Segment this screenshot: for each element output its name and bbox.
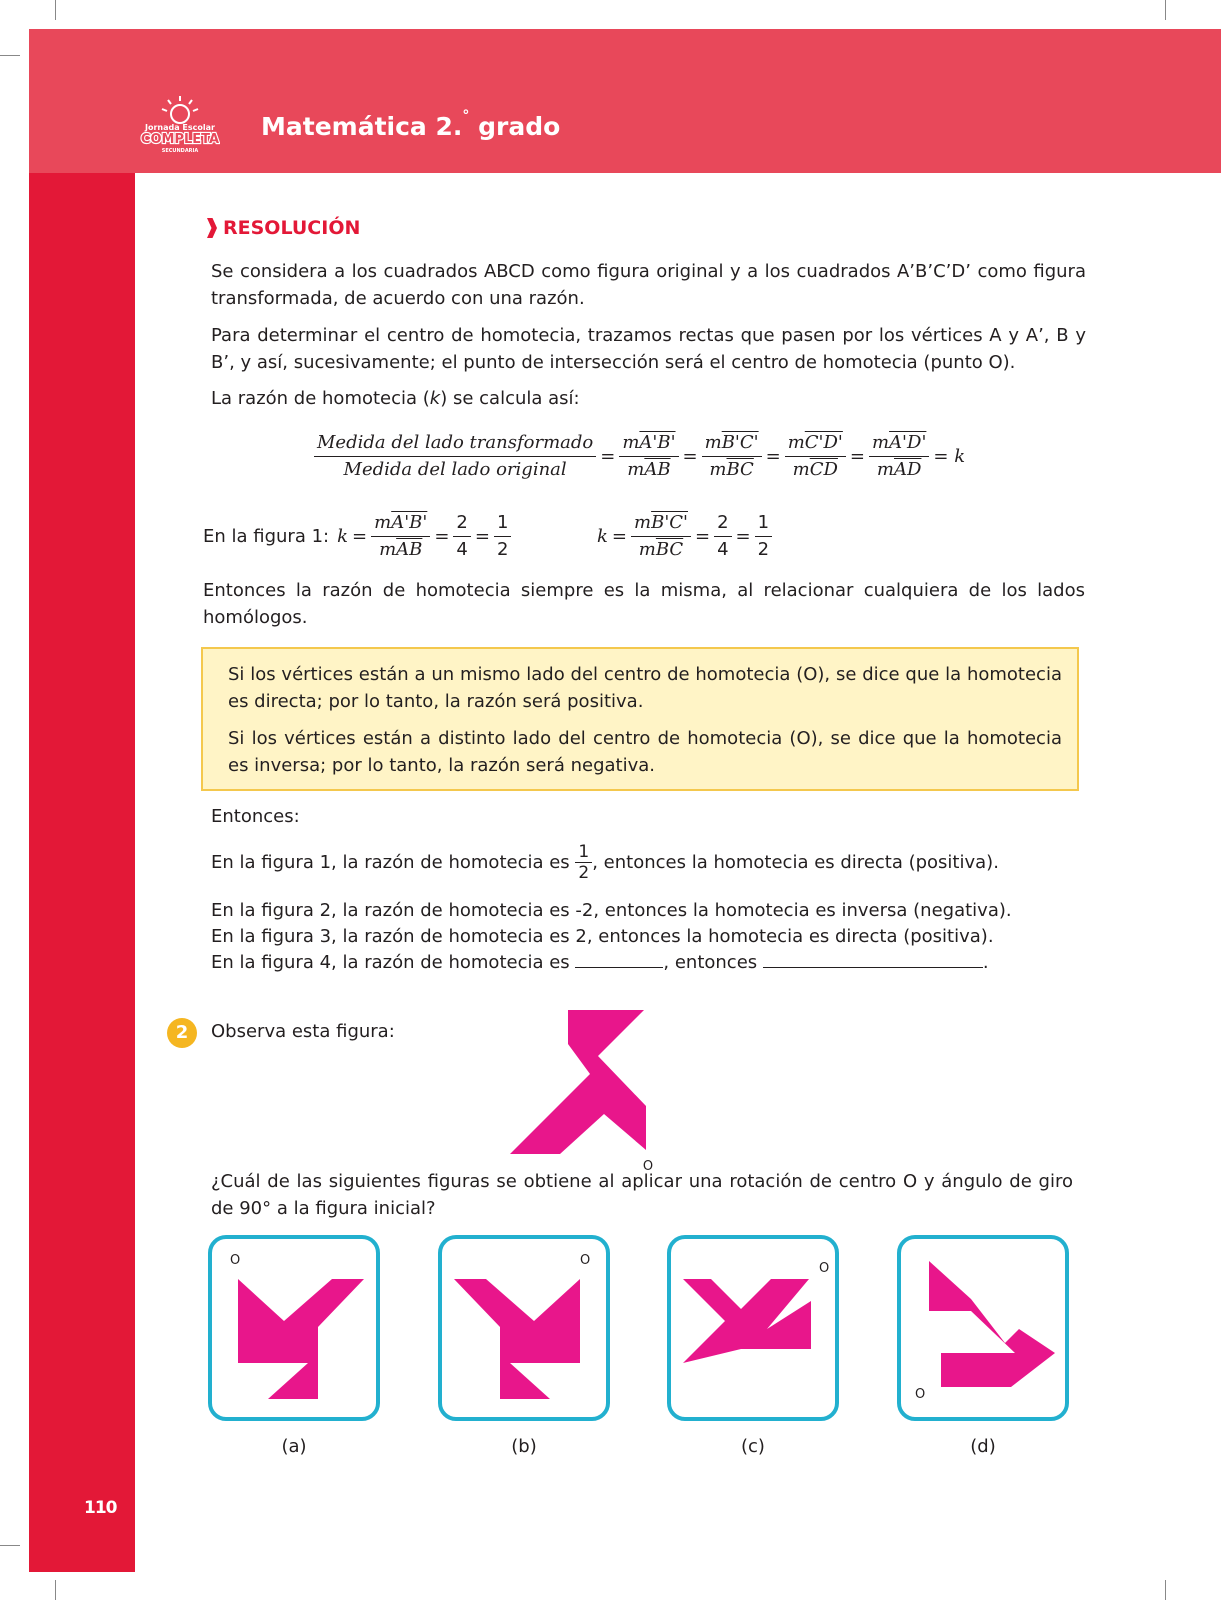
- rotation-center-label: O: [642, 1159, 654, 1170]
- answer-blank-ratio[interactable]: [575, 949, 663, 968]
- result-figure-2: En la figura 2, la razón de homotecia es -2, entonces la homotecia es inversa (negativa).: [211, 900, 1012, 921]
- option-b[interactable]: [438, 1235, 610, 1421]
- formula-fraction: $\frac{mA'B'}{m\overline{AB}}$: [619, 430, 678, 483]
- result-figure-3: En la figura 3, la razón de homotecia es 2, entonces la homotecia es directa (positiva).: [211, 926, 994, 947]
- logo-top-text: Jornada Escolar: [145, 123, 215, 132]
- left-strip: [29, 173, 135, 1572]
- sun-icon: [162, 96, 198, 123]
- header-title: Matemática 2.° grado: [261, 108, 561, 141]
- original-figure: [500, 1010, 660, 1170]
- option-center-label: O: [819, 1261, 830, 1276]
- option-a-label: (a): [281, 1436, 307, 1457]
- crop-mark: [0, 55, 20, 56]
- option-c-figure: [671, 1239, 835, 1417]
- chevron-icon: [207, 218, 217, 238]
- option-d-label: (d): [970, 1436, 996, 1457]
- note-box: [201, 647, 1079, 791]
- option-center-label: O: [580, 1253, 591, 1268]
- formula-fraction: $\frac{mB'C'}{m\overline{BC}}$: [702, 430, 762, 483]
- figure1-ratio-left: En la figura 1: k = $\frac{mA'B'}{m\overline{AB}}$ = $\frac{2}{4}$ = $\frac{1}{2}$: [203, 510, 511, 563]
- option-d[interactable]: [897, 1235, 1069, 1421]
- option-c[interactable]: [667, 1235, 839, 1421]
- formula-fraction: $\frac{mA'D'}{m\overline{AD}}$: [869, 430, 929, 483]
- option-b-label: (b): [511, 1436, 537, 1457]
- resolution-paragraph-1: Se considera a los cuadrados ABCD como figura original y a los cuadrados A’B’C’D’ como figura transformada, de acuerdo con una razón.: [211, 261, 1086, 309]
- option-a-shape: [238, 1279, 364, 1399]
- question-number-badge: 2: [167, 1018, 197, 1048]
- question2-prompt: Observa esta figura:: [211, 1021, 395, 1042]
- formula-main-fraction: $\frac{\text{Medida del lado transformado}}{\text{Medida del lado original}}$: [314, 430, 596, 483]
- result-figure-4: En la figura 4, la razón de homotecia es , entonces .: [211, 949, 989, 976]
- option-a[interactable]: [208, 1235, 380, 1421]
- note-paragraph-inverse: Si los vértices están a distinto lado del centro de homotecia (O), se dice que la homotecia es inversa; por lo tanto, la razón será negativa.: [228, 728, 1062, 776]
- result-figure-1: En la figura 1, la razón de homotecia es $\frac{1}{2}$ , entonces la homotecia es directa (positiva).: [211, 842, 999, 883]
- crop-mark: [55, 1580, 56, 1600]
- logo-sub-text: SECUNDARIA: [161, 148, 199, 154]
- entonces-label: Entonces:: [211, 806, 300, 827]
- homothety-formula: $\frac{\text{Medida del lado transformado}}{\text{Medida del lado original}}$ = $\frac{mA'B'}{m\overline{AB}}$ = $\frac{mB'C'}{m\overline{BC}}$ = $\frac{mC'D'}{m\overline{CD}}$ = $\frac{mA'D'}{m\overline{AD}}$ = k: [314, 430, 969, 483]
- crop-mark: [1165, 0, 1166, 20]
- logo: [140, 94, 220, 158]
- ratio-conclusion-paragraph: Entonces la razón de homotecia siempre es la misma, al relacionar cualquiera de los lados homólogos.: [203, 580, 1085, 628]
- page-number: 110: [84, 1498, 117, 1518]
- logo-main-text: COMPLETA: [140, 132, 220, 147]
- figure1-ratio-right: k = $\frac{mB'C'}{m\overline{BC}}$ = $\frac{2}{4}$ = $\frac{1}{2}$: [597, 510, 772, 563]
- option-b-shape: [454, 1279, 580, 1399]
- option-a-figure: [212, 1239, 376, 1417]
- original-shape: [510, 1010, 646, 1154]
- option-center-label: O: [915, 1387, 926, 1402]
- option-b-figure: [442, 1239, 606, 1417]
- option-d-figure: [901, 1239, 1065, 1417]
- option-c-label: (c): [741, 1436, 765, 1457]
- resolution-paragraph-2: Para determinar el centro de homotecia, trazamos rectas que pasen por los vértices A y A’, B y B’, y así, sucesivamente; el punto de intersección será el centro de homotecia (punto O).: [211, 325, 1086, 373]
- option-d-shape: [929, 1261, 1055, 1387]
- crop-mark: [0, 1545, 20, 1546]
- option-c-shape: [683, 1279, 811, 1363]
- note-paragraph-direct: Si los vértices están a un mismo lado del centro de homotecia (O), se dice que la homotecia es directa; por lo tanto, la razón será positiva.: [228, 664, 1062, 712]
- crop-mark: [55, 0, 56, 20]
- option-center-label: O: [230, 1253, 241, 1268]
- resolution-heading: RESOLUCIÓN: [207, 217, 360, 239]
- resolution-paragraph-3: La razón de homotecia (k) se calcula así:: [211, 388, 580, 409]
- answer-blank-conclusion[interactable]: [763, 949, 983, 968]
- formula-fraction: $\frac{mC'D'}{m\overline{CD}}$: [785, 430, 846, 483]
- question2-text: ¿Cuál de las siguientes figuras se obtiene al aplicar una rotación de centro O y ángulo de giro de 90° a la figura inicial?: [211, 1171, 1073, 1219]
- crop-mark: [1165, 1580, 1166, 1600]
